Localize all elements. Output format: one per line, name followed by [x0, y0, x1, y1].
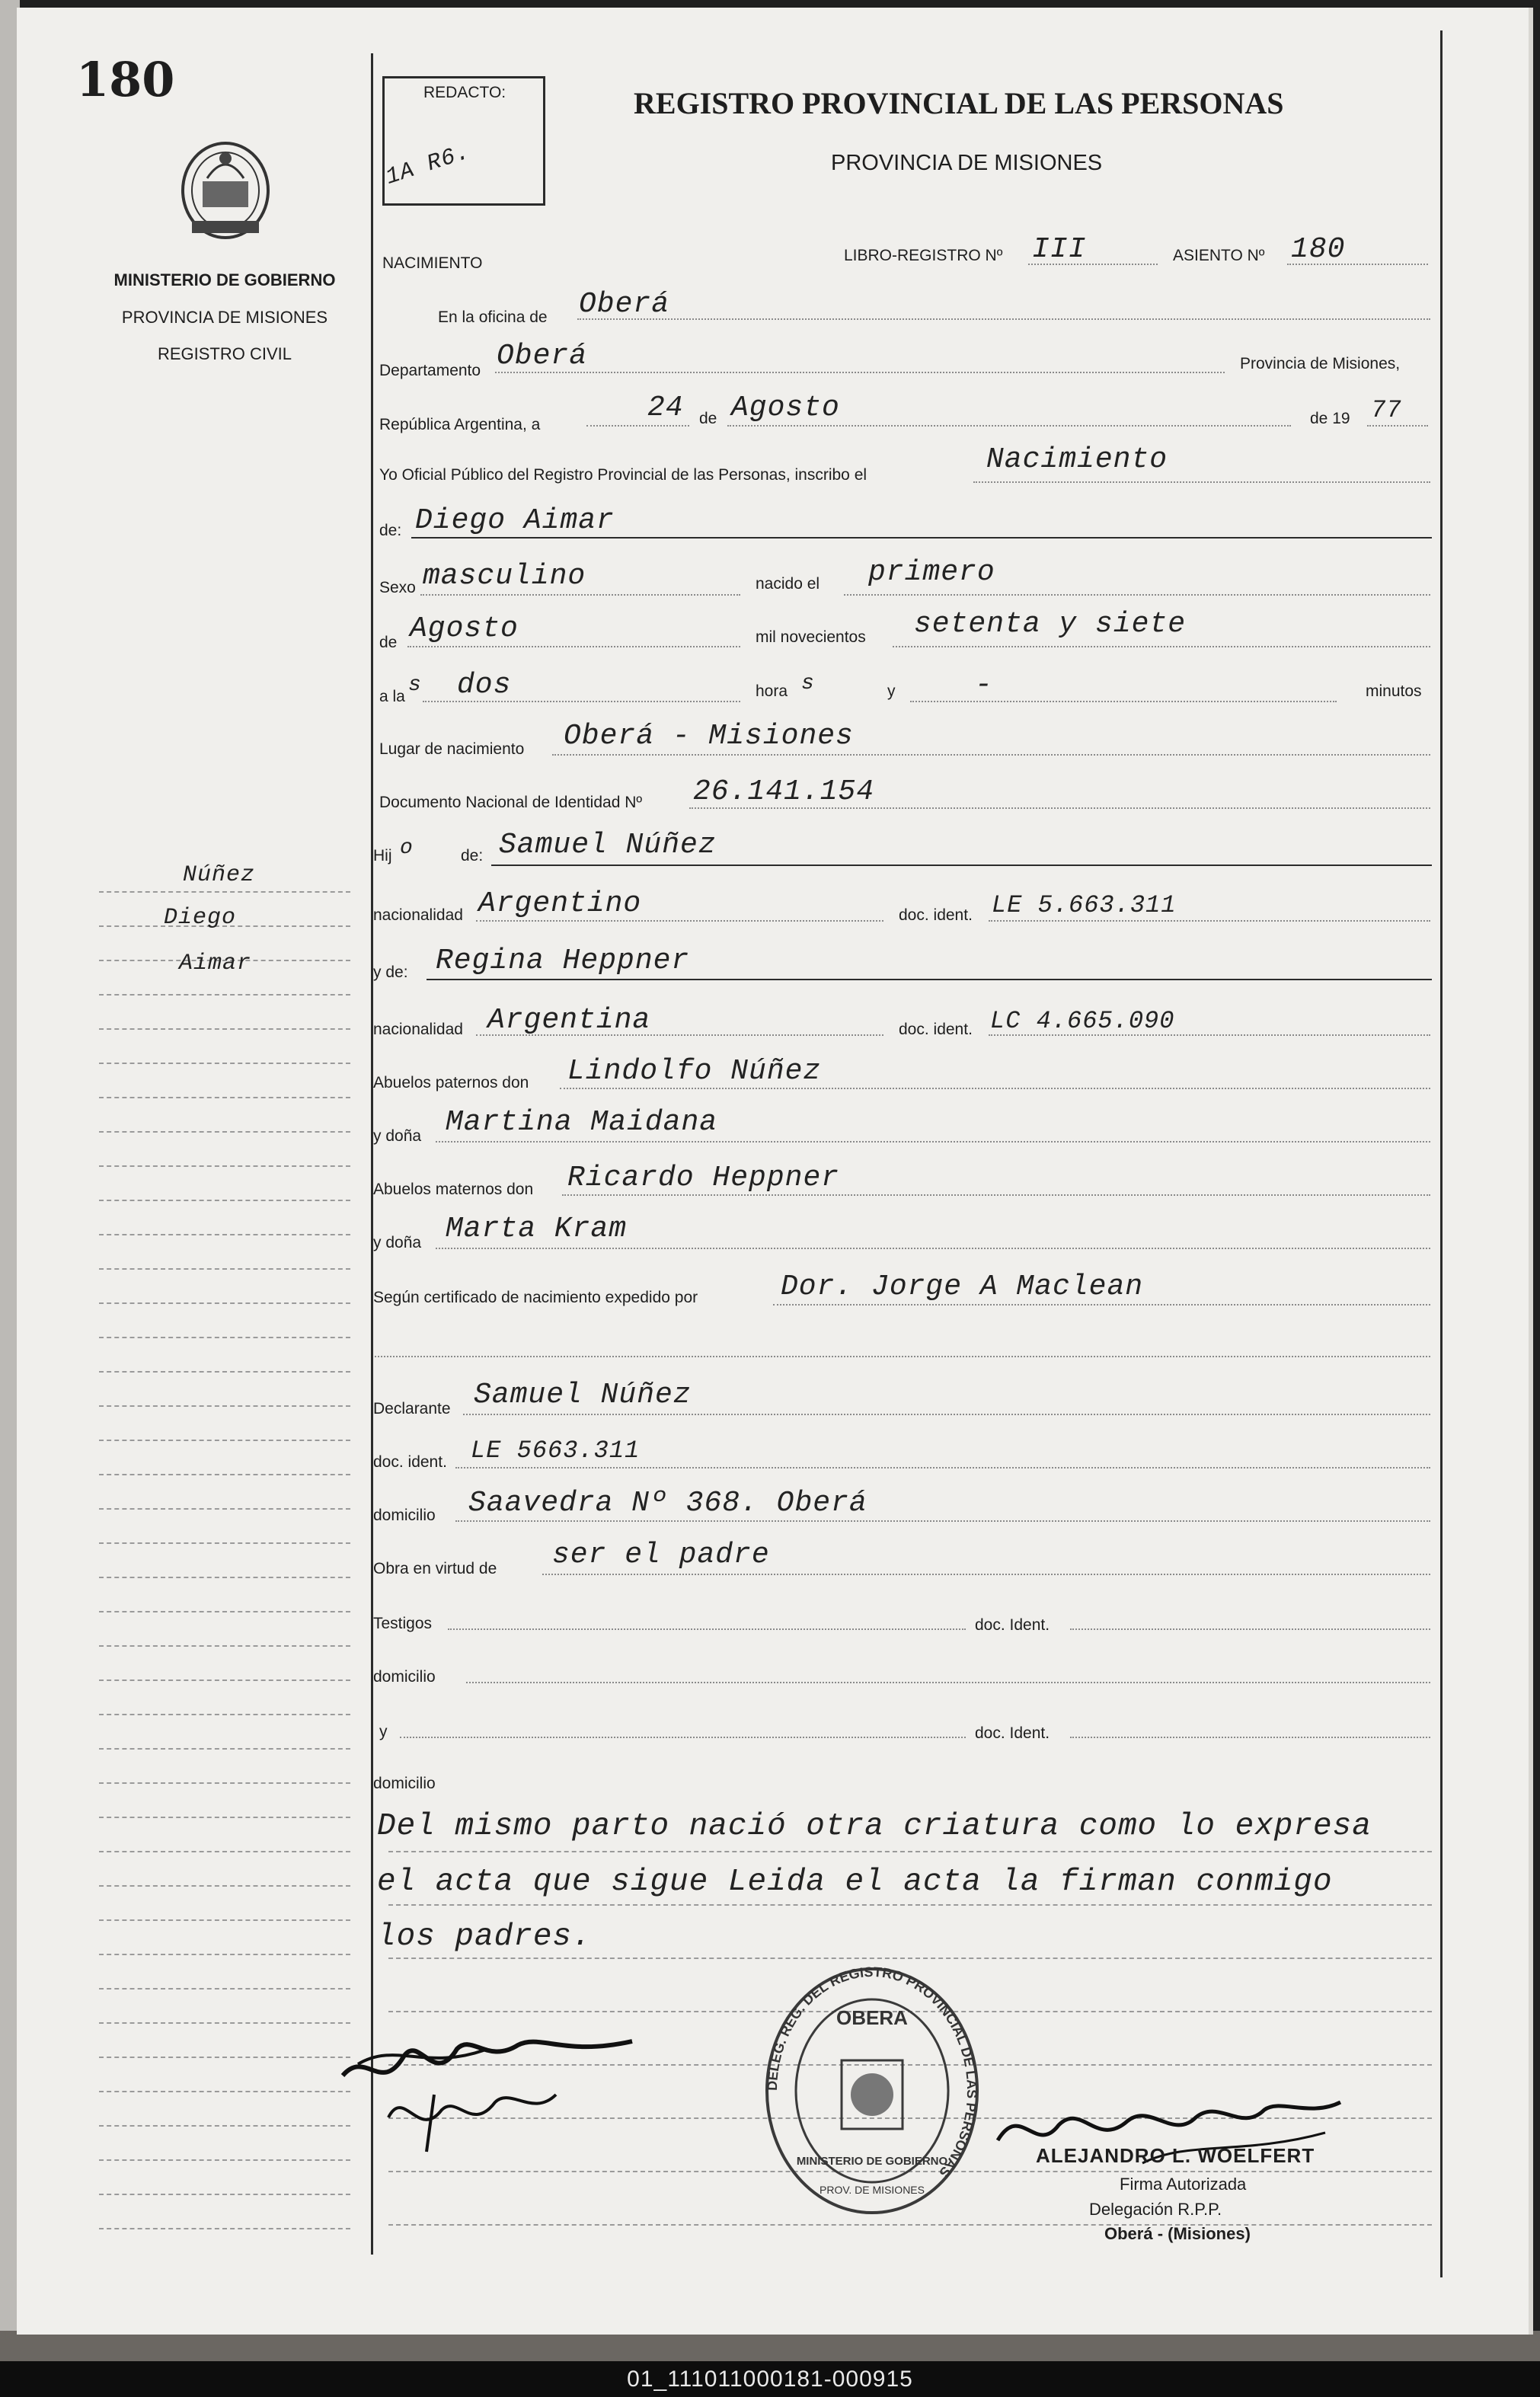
minutos-label: minutos	[1366, 682, 1422, 700]
left-margin-line	[371, 53, 373, 2255]
testigo2-domicilio-label: domicilio	[373, 1775, 436, 1792]
de-label: de	[699, 410, 717, 427]
alas-suffix: s	[408, 673, 422, 697]
nacimiento-label: NACIMIENTO	[382, 254, 483, 272]
abuelo-materno-value: Ricardo Heppner	[567, 1162, 840, 1194]
abuela-materna-value: Marta Kram	[446, 1213, 628, 1245]
signature-line-2: Delegación R.P.P.	[1089, 2200, 1222, 2219]
dni-value: 26.141.154	[693, 775, 875, 808]
page-number: 180	[76, 52, 175, 107]
signature-left-icon	[335, 2003, 640, 2156]
minutos-value: -	[975, 669, 993, 702]
document-subtitle: PROVINCIA DE MISIONES	[831, 151, 1103, 175]
testigos-domicilio-label: domicilio	[373, 1668, 436, 1686]
libro-value: III	[1032, 233, 1087, 266]
oficial-value: Nacimiento	[986, 443, 1168, 476]
de-mes-label: de	[379, 634, 398, 651]
coat-of-arms-icon	[177, 136, 274, 242]
y-label: y	[887, 682, 896, 700]
nacionalidad-madre-label: nacionalidad	[373, 1021, 463, 1038]
oficina-label: En la oficina de	[438, 308, 548, 326]
mil-value: setenta y siete	[914, 608, 1187, 641]
libro-label: LIBRO-REGISTRO Nº	[844, 247, 1003, 264]
right-margin-line	[1440, 30, 1443, 2277]
hora-value: dos	[457, 669, 512, 702]
provincia-sidebar-label: PROVINCIA DE MISIONES	[121, 308, 328, 327]
alas-label: a la	[379, 688, 405, 705]
abuelo-paterno-value: Lindolfo Núñez	[567, 1055, 822, 1088]
doc-ident-declarante-label: doc. ident.	[373, 1453, 447, 1471]
oficial-label: Yo Oficial Público del Registro Provincial de las Personas, inscribo el	[379, 466, 867, 484]
doc-padre-value: LE 5.663.311	[992, 891, 1177, 919]
sexo-value: masculino	[423, 560, 586, 593]
y-testigo-label: y	[379, 1723, 388, 1740]
departamento-value: Oberá	[497, 340, 588, 372]
nacido-label: nacido el	[756, 575, 820, 593]
departamento-label: Departamento	[379, 362, 481, 379]
doc-madre-value: LC 4.665.090	[990, 1007, 1175, 1035]
official-stamp-icon	[762, 1965, 982, 2216]
madre-value: Regina Heppner	[436, 944, 690, 977]
redacto-label: REDACTO:	[423, 84, 506, 101]
document-title: REGISTRO PROVINCIAL DE LAS PERSONAS	[634, 86, 1284, 120]
hijo-suffix: o	[400, 836, 414, 860]
nacionalidad-padre-value: Argentino	[478, 887, 642, 920]
mil-label: mil novecientos	[756, 628, 866, 646]
stamp-bottom-text: PROV. DE MISIONES	[820, 2184, 925, 2196]
abuelos-paternos-label: Abuelos paternos don	[373, 1074, 529, 1091]
anio-value: 77	[1371, 396, 1402, 424]
stamp-ring-text: DELEG. REG. DEL REGISTRO PROVINCIAL DE LAS PERSONAS	[764, 1965, 980, 2181]
registro-civil-label: REGISTRO CIVIL	[157, 344, 292, 363]
asiento-label: ASIENTO Nº	[1173, 247, 1265, 264]
y-dona-paterna-label: y doña	[373, 1127, 422, 1145]
margin-note-nombre: Diego	[164, 905, 237, 931]
nombre-value: Diego Aimar	[415, 504, 615, 537]
hora-label: hora	[756, 682, 788, 700]
nacionalidad-padre-label: nacionalidad	[373, 906, 463, 924]
book-edge	[0, 2331, 1540, 2361]
republica-label: República Argentina, a	[379, 416, 541, 433]
observacion-line-1: Del mismo parto nació otra criatura como lo expresa	[377, 1809, 1372, 1844]
nombre-de-label: de:	[379, 522, 402, 539]
stamp-inner-text: MINISTERIO DE GOBIERNO	[796, 2155, 948, 2168]
testigos-label: Testigos	[373, 1615, 433, 1632]
abuelos-maternos-label: Abuelos maternos don	[373, 1181, 534, 1198]
y-dona-materna-label: y doña	[373, 1234, 422, 1251]
margin-note-apellido: Núñez	[183, 862, 256, 888]
y-de-label: y de:	[373, 964, 408, 981]
padre-value: Samuel Núñez	[499, 829, 717, 861]
lugar-value: Oberá - Misiones	[564, 720, 854, 753]
observacion-line-2: el acta que sigue Leida el acta la firman conmigo	[377, 1865, 1333, 1900]
image-filename: 01_111011000181-000915	[0, 2361, 1540, 2397]
obra-label: Obra en virtud de	[373, 1560, 497, 1577]
doc-declarante-value: LE 5663.311	[471, 1437, 641, 1465]
dni-label: Documento Nacional de Identidad Nº	[379, 794, 643, 811]
redacto-value: 1A R6.	[382, 139, 474, 191]
sexo-label: Sexo	[379, 579, 416, 596]
nacionalidad-madre-value: Argentina	[487, 1004, 651, 1037]
oficina-value: Oberá	[579, 288, 670, 321]
certificado-label: Según certificado de nacimiento expedido por	[373, 1289, 698, 1306]
signature-line-1: Firma Autorizada	[1120, 2175, 1247, 2194]
domicilio-label: domicilio	[373, 1507, 436, 1524]
testigos-doc-label: doc. Ident.	[975, 1616, 1050, 1634]
signature-line-3: Oberá - (Misiones)	[1104, 2224, 1251, 2243]
declarante-value: Samuel Núñez	[474, 1379, 692, 1411]
mes-nacimiento-value: Agosto	[410, 612, 519, 645]
testigo2-doc-label: doc. Ident.	[975, 1724, 1050, 1742]
certificado-value: Dor. Jorge A Maclean	[781, 1270, 1144, 1303]
declarante-label: Declarante	[373, 1400, 451, 1417]
asiento-value: 180	[1291, 233, 1346, 266]
nacido-value: primero	[868, 556, 995, 589]
hijo-label: Hij	[373, 847, 392, 865]
obra-value: ser el padre	[552, 1539, 770, 1571]
stamp-top-text: OBERA	[836, 2006, 908, 2029]
domicilio-value: Saavedra Nº 368. Oberá	[468, 1487, 867, 1520]
lugar-label: Lugar de nacimiento	[379, 740, 525, 758]
abuela-paterna-value: Martina Maidana	[446, 1106, 718, 1139]
ministerio-label: MINISTERIO DE GOBIERNO	[113, 270, 336, 289]
signature-name: ALEJANDRO L. WOELFERT	[1036, 2144, 1315, 2167]
de-anio-label: de 19	[1310, 410, 1350, 427]
doc-padre-label: doc. ident.	[899, 906, 973, 924]
mes-value: Agosto	[731, 392, 840, 424]
hora-suffix: s	[801, 672, 815, 695]
provincia-misiones-label: Provincia de Misiones,	[1240, 355, 1401, 372]
margin-note-segundo-nombre: Aimar	[179, 951, 252, 976]
doc-madre-label: doc. ident.	[899, 1021, 973, 1038]
observacion-line-3: los padres.	[377, 1919, 592, 1954]
hijo-de-label: de:	[461, 847, 484, 865]
dia-value: 24	[647, 392, 684, 424]
